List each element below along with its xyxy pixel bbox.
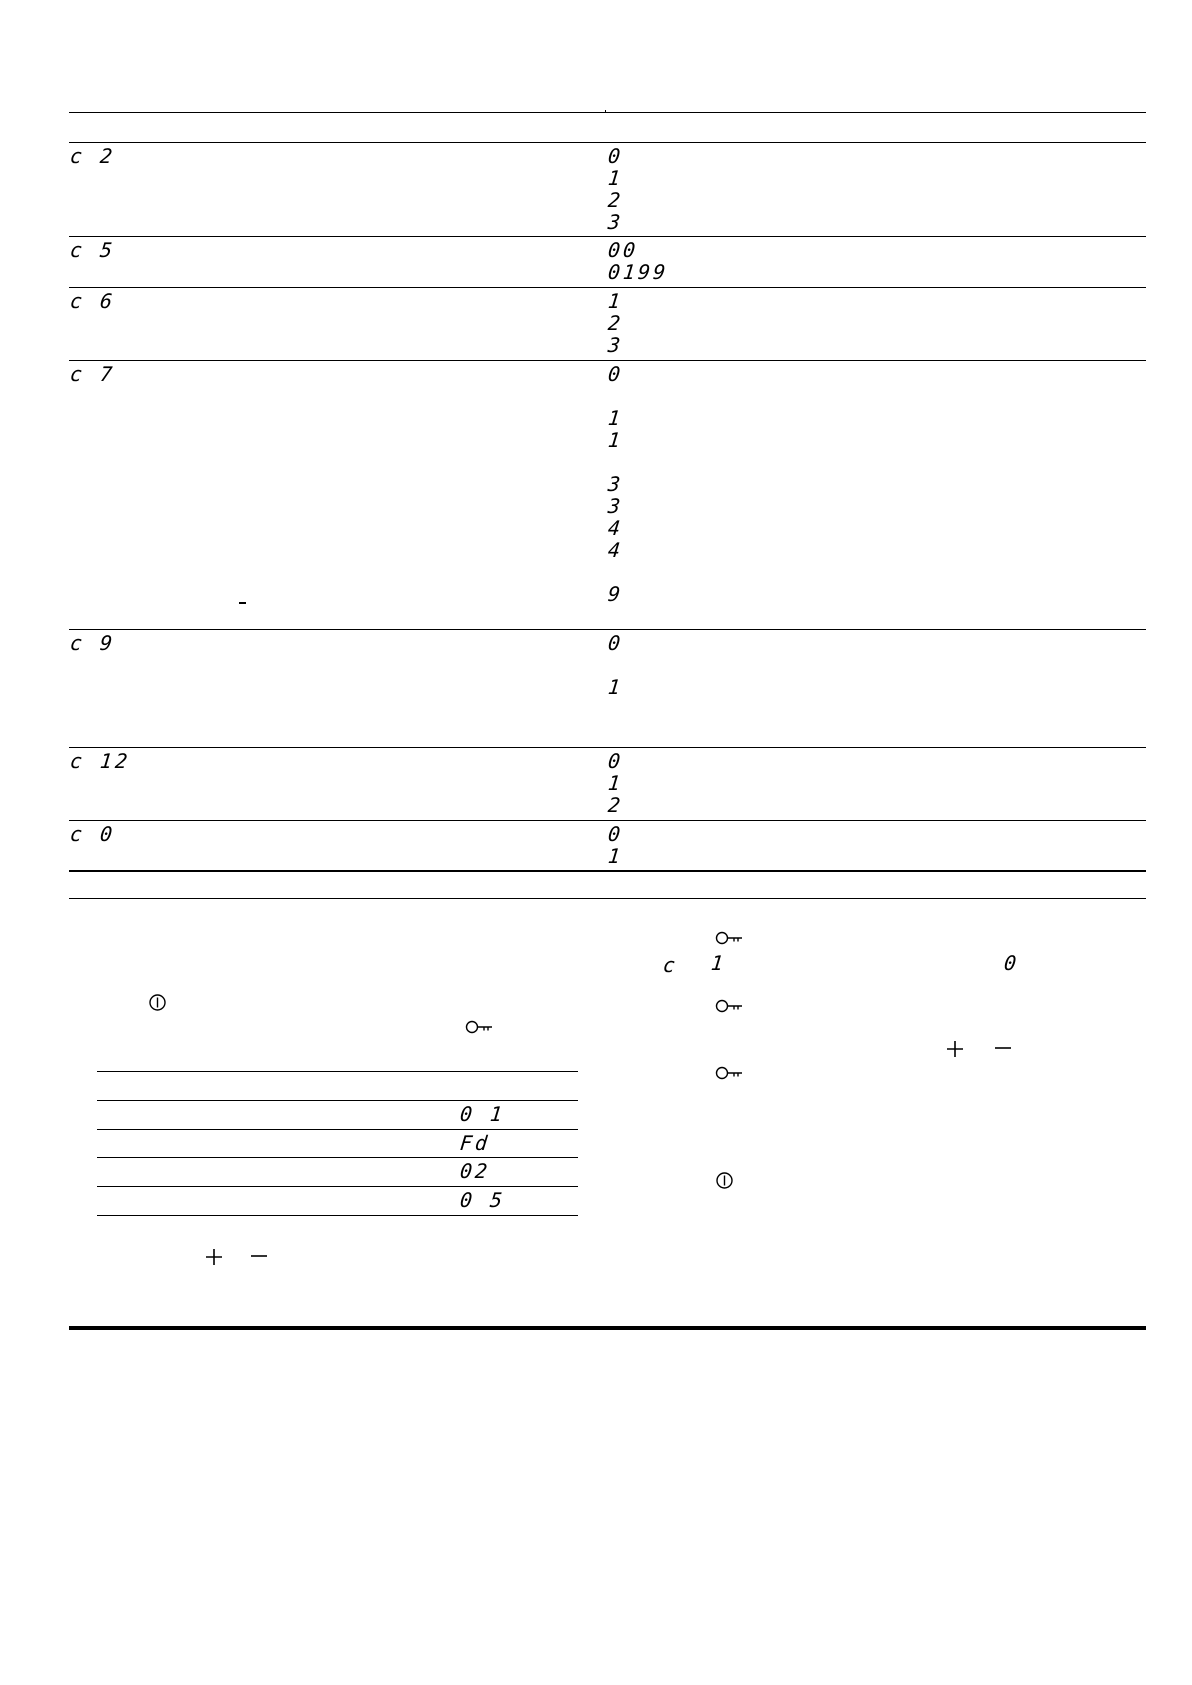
sub-table-rule (97, 1129, 578, 1130)
sub-table-rule (97, 1100, 578, 1101)
table-top-rule (69, 112, 1146, 113)
setting-code-c7: c 7 (68, 362, 117, 386)
value-option: 9 (606, 582, 625, 606)
value-option: 2 (606, 311, 625, 335)
value-option: 1 (606, 428, 625, 452)
value-option: 2 (606, 188, 625, 212)
plus-icon (205, 1248, 223, 1266)
value-option: 3 (606, 333, 625, 357)
page-bottom-rule (69, 1326, 1146, 1330)
value-option: 0 (606, 631, 625, 655)
table-bottom-rule (69, 870, 1146, 872)
sub-table-rule (97, 1215, 578, 1216)
value-option: 1 (606, 771, 625, 795)
value-option: 2 (606, 793, 625, 817)
step-code-number: 1 (709, 951, 728, 975)
value-option: 0 (606, 749, 625, 773)
row-divider (69, 287, 1146, 288)
setting-code-c5: c 5 (68, 238, 117, 262)
step-code-letter: c (661, 953, 680, 977)
key-icon (465, 1019, 495, 1035)
value-option: 00 (606, 238, 640, 262)
column-divider (605, 110, 606, 112)
value-option: 0 (606, 144, 625, 168)
row-divider (69, 629, 1146, 630)
dash-mark (239, 602, 246, 604)
step-value: 0 (1002, 951, 1021, 975)
row-divider (69, 236, 1146, 237)
row-divider (69, 747, 1146, 748)
sub-table-rule (97, 1071, 578, 1072)
sub-table-value: 02 (458, 1159, 492, 1183)
key-icon (715, 998, 745, 1014)
setting-code-c12: c 12 (68, 749, 132, 773)
value-option: 3 (606, 210, 625, 234)
power-icon (148, 993, 167, 1012)
key-icon (715, 1065, 745, 1081)
row-divider (69, 820, 1146, 821)
value-option: 4 (606, 538, 625, 562)
value-option: 1 (606, 844, 625, 868)
minus-icon (994, 1040, 1012, 1058)
value-option: 4 (606, 516, 625, 540)
plus-icon (946, 1040, 964, 1058)
minus-icon (250, 1248, 268, 1266)
sub-table-value: Fd (458, 1131, 492, 1155)
value-option: 0 (606, 822, 625, 846)
section-rule (69, 898, 1146, 899)
power-icon (715, 1171, 734, 1190)
table-header-rule (69, 142, 1146, 143)
sub-table-value: 0 1 (458, 1102, 507, 1126)
setting-code-c9: c 9 (68, 631, 117, 655)
value-option: 1 (606, 675, 625, 699)
setting-code-c0: c 0 (68, 822, 117, 846)
setting-code-c2: c 2 (68, 144, 117, 168)
value-option: 3 (606, 494, 625, 518)
sub-table-rule (97, 1186, 578, 1187)
value-option: 0199 (606, 260, 670, 284)
value-option: 1 (606, 406, 625, 430)
value-option: 0 (606, 362, 625, 386)
sub-table-value: 0 5 (458, 1188, 507, 1212)
value-option: 1 (606, 166, 625, 190)
value-option: 3 (606, 472, 625, 496)
key-icon (715, 930, 745, 946)
row-divider (69, 360, 1146, 361)
value-option: 1 (606, 289, 625, 313)
sub-table-rule (97, 1157, 578, 1158)
setting-code-c6: c 6 (68, 289, 117, 313)
